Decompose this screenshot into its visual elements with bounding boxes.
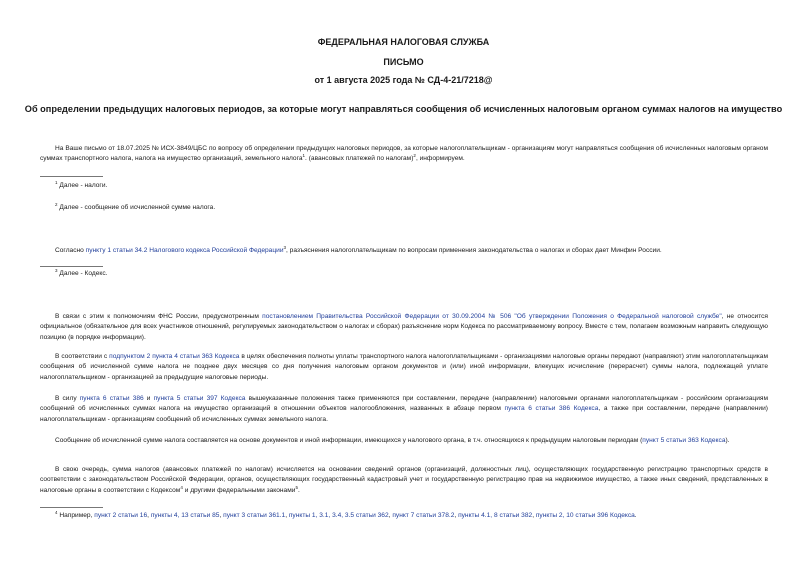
footnote-divider bbox=[40, 266, 103, 267]
agency-name: ФЕДЕРАЛЬНАЯ НАЛОГОВАЯ СЛУЖБА bbox=[317, 37, 490, 47]
fn-link[interactable]: пункт 7 статьи 378.2 bbox=[392, 512, 455, 519]
fn-link[interactable]: пункт 3 статьи 361.1 bbox=[223, 512, 286, 519]
paragraph-4: В соответствии с подпунктом 2 пункта 4 статьи 363 Кодекса в целях обеспечения полноты уплаты транспортного налога налогоплательщиками - организациями налоговые органы передают (направляют) этим налогоплательщикам сообщения об исчисленной сумме налога не позднее двух месяцев со дня получения налоговым органом документов и (или) иной информации, влекущих исчисление (перерасчет) суммы налога, подлежащей уплате налогоплательщиком - организацией за предыдущие налоговые периоды. bbox=[40, 353, 769, 381]
fn-link[interactable]: пункты 2, 10 статьи 396 Кодекса bbox=[535, 512, 635, 519]
footnote-divider bbox=[40, 176, 103, 177]
document-type: ПИСЬМО bbox=[383, 57, 424, 67]
link-article-363[interactable]: подпунктом 2 пункта 4 статьи 363 Кодекса bbox=[109, 353, 240, 360]
paragraph-5: В силу пункта 6 статьи 386 и пункта 5 статьи 397 Кодекса вышеуказанные положения также применяются при составлении, передаче (направлении) налоговыми органами налогоплательщикам - российским организациям сообщений об исчисленных суммах налога на имущество организаций в отношении объектов налогообложения, названных в абзаце первом пункта 6 статьи 386 Кодекса, а также при составлении, передаче (направлении) налогоплательщикам - организациям сообщений об исчисленных суммах земельного налога. bbox=[40, 395, 768, 423]
footnote-mark: 5 bbox=[295, 484, 298, 490]
paragraph-7: В свою очередь, сумма налогов (авансовых платежей по налогам) исчисляется на основании сведений органов (организаций, должностных лиц), осуществляющих государственную регистрацию транспортных средств в соответствии с законодательством Российской Федерации, органов, осуществляющих государственный кадастровый учет и государственную регистрацию прав на недвижимое имущество, а также иных сведений, представленных в налоговые органы в соответствии с Кодексом$^4$ и другими федеральными законами$^5$. bbox=[40, 466, 768, 494]
footnote-mark: 4 bbox=[180, 484, 183, 490]
footnote-mark: 2 bbox=[413, 153, 416, 159]
paragraph-1: На Ваше письмо от 18.07.2025 № ИСХ-3849/ЦБС по вопросу об определении предыдущих налоговых периодов, за которые налогоплательщикам - организациям могут направляться сообщения об исчисленных налоговым органом суммах транспортного налога, налога на имущество организаций, земельного налога$^1$. (авансовых платежей по налогам)$^2$, информируем. bbox=[40, 145, 768, 163]
footnote-mark: 3 bbox=[283, 244, 287, 250]
footnote-1: $^1$ Далее - налоги. bbox=[55, 179, 108, 189]
paragraph-6: Сообщение об исчисленной сумме налога составляется на основе документов и иной информации, имеющихся у налогового органа, в т.ч. относящихся к предыдущим налоговым периодам (пункт 5 статьи 363 Кодекса). bbox=[55, 437, 730, 444]
footnote-mark: 1 bbox=[302, 153, 306, 159]
link-decree-506[interactable]: постановлением Правительства Российской Федерации от 30.09.2004 № 506 "Об утверждении Положения о Федеральной налоговой службе" bbox=[262, 313, 722, 320]
document-subject: Об определении предыдущих налоговых периодов, за которые могут направляться сообщения об исчисленных налоговым органом суммах налогов на имущество bbox=[24, 104, 783, 114]
link-article-386-code[interactable]: пункта 6 статьи 386 Кодекса bbox=[504, 405, 599, 413]
fn-link[interactable]: пункты 4.1, 8 статьи 382 bbox=[458, 512, 533, 519]
footnote-divider bbox=[40, 507, 103, 508]
footnote-2: $^2$ Далее - сообщение об исчисленной сумме налога. bbox=[55, 201, 216, 211]
footnote-3: $^3$ Далее - Кодекс. bbox=[55, 267, 108, 277]
link-article-34-2[interactable]: пункту 1 статьи 34.2 Налогового кодекса Российской Федерации bbox=[85, 247, 284, 254]
link-article-397[interactable]: пункта 5 статьи 397 Кодекса bbox=[153, 395, 246, 402]
fn-link[interactable]: пункты 1, 3.1, 3.4, 3.5 статьи 362 bbox=[288, 512, 389, 519]
footnote-4: $^4$ Например, пункт 2 статьи 16, пункты 4, 13 статьи 85, пункт 3 статьи 361.1, пункты 1, 3.1, 3.4, 3.5 статьи 362, пункт 7 статьи 378.2, пункты 4.1, 8 статьи 382, пункты 2, 10 статьи 396 Кодекса. bbox=[55, 509, 637, 519]
document-date-number: от 1 августа 2025 года № СД-4-21/7218@ bbox=[314, 75, 493, 85]
fn-link[interactable]: пункт 2 статьи 16 bbox=[94, 512, 148, 519]
fn-link[interactable]: пункты 4, 13 статьи 85 bbox=[150, 512, 220, 519]
link-article-386[interactable]: пункта 6 статьи 386 bbox=[79, 395, 144, 402]
paragraph-3: В связи с этим к полномочиям ФНС России, предусмотренным постановлением Правительства Российской Федерации от 30.09.2004 № 506 "Об утверждении Положения о Федеральной налоговой службе", не относится официальное (обязательное для всех участников отношений, регулируемых законодательством о налогах и сборах) разъяснение норм Кодекса по рассматриваемому вопросу. Вместе с тем, полагаем возможным направить следующую позицию (в порядке информации). bbox=[40, 313, 769, 341]
link-article-363-p5[interactable]: пункт 5 статьи 363 Кодекса bbox=[642, 437, 726, 444]
paragraph-2: Согласно пункту 1 статьи 34.2 Налогового кодекса Российской Федерации$^3$, разъяснения налогоплательщикам по вопросам применения законодательства о налогах и сборах дает Минфин России. bbox=[55, 244, 662, 254]
